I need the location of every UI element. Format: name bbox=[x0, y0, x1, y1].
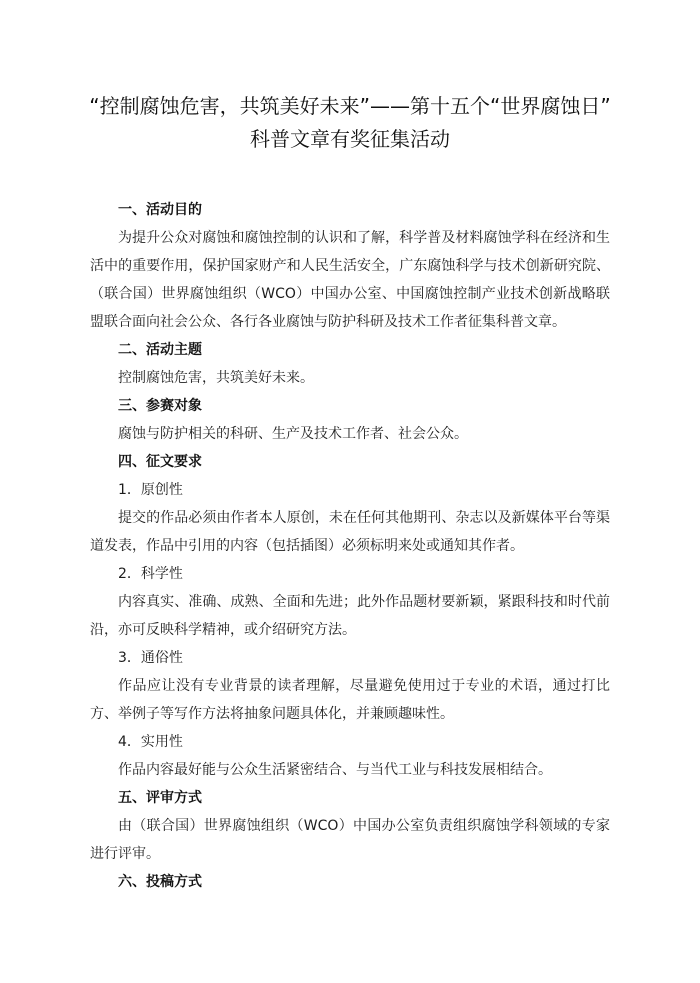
section-heading-review: 五、评审方式 bbox=[118, 790, 202, 806]
document-title-line-1: “控制腐蚀危害，共筑美好未来”——第十五个“世界腐蚀日” bbox=[89, 94, 611, 118]
section-heading-requirements: 四、征文要求 bbox=[118, 454, 202, 470]
subsection-body-practicality: 作品内容最好能与公众生活紧密结合、与当代工业与科技发展相结合。 bbox=[118, 762, 552, 778]
section-body-review: 由（联合国）世界腐蚀组织（WCO）中国办公室负责组织腐蚀学科领域的专家进行评审。 bbox=[90, 818, 610, 862]
section-body-purpose: 为提升公众对腐蚀和腐蚀控制的认识和了解，科学普及材料腐蚀学科在经济和生活中的重要作用，保护国家财产和人民生活安全，广东腐蚀科学与技术创新研究院、（联合国）世界腐蚀组织（WCO）中国办公室、中国腐蚀控制产业技术创新战略联盟联合面向社会公众、各行各业腐蚀与防护科研及技术工作者征集科普文章。 bbox=[90, 230, 610, 330]
document-body bbox=[90, 196, 610, 896]
section-body-participants: 腐蚀与防护相关的科研、生产及技术工作者、社会公众。 bbox=[118, 426, 468, 442]
section-heading-submission: 六、投稿方式 bbox=[118, 874, 202, 890]
section-body-theme: 控制腐蚀危害，共筑美好未来。 bbox=[118, 370, 314, 386]
subsection-heading-practicality: 4．实用性 bbox=[118, 734, 183, 750]
subsection-body-originality: 提交的作品必须由作者本人原创，未在任何其他期刊、杂志以及新媒体平台等渠道发表，作品中引用的内容（包括插图）必须标明来处或通知其作者。 bbox=[90, 510, 610, 554]
subsection-body-scientific: 内容真实、准确、成熟、全面和先进；此外作品题材要新颖，紧跟科技和时代前沿，亦可反映科学精神，或介绍研究方法。 bbox=[90, 594, 610, 638]
subsection-body-accessibility: 作品应让没有专业背景的读者理解，尽量避免使用过于专业的术语，通过打比方、举例子等写作方法将抽象问题具体化，并兼顾趣味性。 bbox=[90, 678, 610, 722]
section-heading-participants: 三、参赛对象 bbox=[118, 398, 202, 414]
section-heading-purpose: 一、活动目的 bbox=[118, 202, 202, 218]
subsection-heading-scientific: 2．科学性 bbox=[118, 566, 183, 582]
document-title-line-2: 科普文章有奖征集活动 bbox=[250, 127, 450, 151]
subsection-heading-accessibility: 3．通俗性 bbox=[118, 650, 183, 666]
subsection-heading-originality: 1．原创性 bbox=[118, 482, 183, 498]
section-heading-theme: 二、活动主题 bbox=[118, 342, 202, 358]
